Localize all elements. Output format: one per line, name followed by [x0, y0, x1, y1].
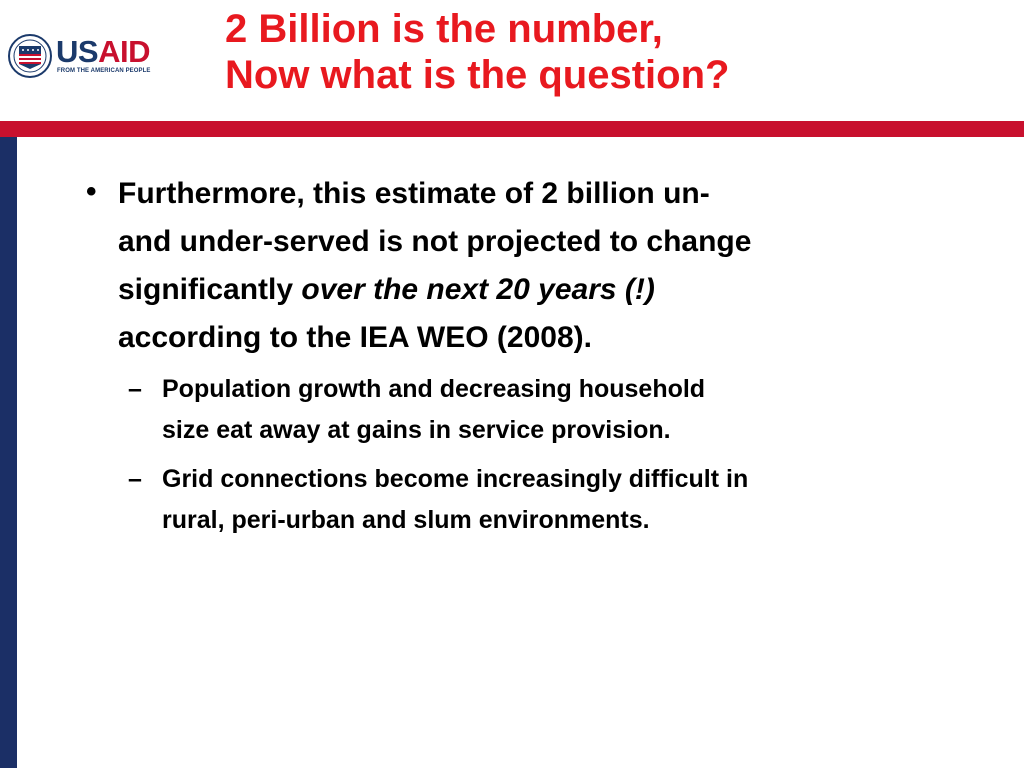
- usaid-tagline: FROM THE AMERICAN PEOPLE: [57, 68, 151, 74]
- wordmark-aid: AID: [98, 34, 150, 69]
- usaid-logo: [8, 34, 168, 80]
- sub-bullet-1-text: [162, 369, 982, 451]
- sub-bullet-2-text: [162, 459, 982, 541]
- wordmark-us: US: [56, 34, 99, 69]
- title-line-2: Now what is the question?: [225, 53, 730, 97]
- dash-icon: –: [128, 465, 142, 493]
- main-bullet-line-3-plain: significantly: [118, 273, 302, 306]
- dash-icon: –: [128, 375, 142, 403]
- main-bullet-line-1: Furthermore, this estimate of 2 billion un-: [118, 177, 710, 210]
- usaid-wordmark: [56, 36, 150, 68]
- sub-bullet-2-line-1: Grid connections become increasingly difficult in: [162, 465, 749, 493]
- title-line-1: 2 Billion is the number,: [225, 7, 663, 51]
- main-bullet-line-3: [118, 266, 968, 314]
- main-bullet-line-3-italic: over the next 20 years (!): [301, 273, 655, 306]
- header-divider-bar: [0, 121, 1024, 137]
- sub-bullet-1-line-1: Population growth and decreasing household: [162, 375, 706, 403]
- sub-bullet-1-line-2: size eat away at gains in service provision.: [162, 416, 671, 444]
- main-bullet-line-4: according to the IEA WEO (2008).: [118, 321, 592, 354]
- main-bullet-line-2: and under-served is not projected to change: [118, 225, 752, 258]
- left-accent-bar: [0, 137, 17, 768]
- main-bullet-text: [118, 170, 968, 362]
- usaid-seal-icon: [8, 34, 52, 78]
- sub-bullet-2-line-2: rural, peri-urban and slum environments.: [162, 506, 650, 534]
- slide-title: [225, 6, 729, 98]
- bullet-icon: •: [86, 175, 97, 208]
